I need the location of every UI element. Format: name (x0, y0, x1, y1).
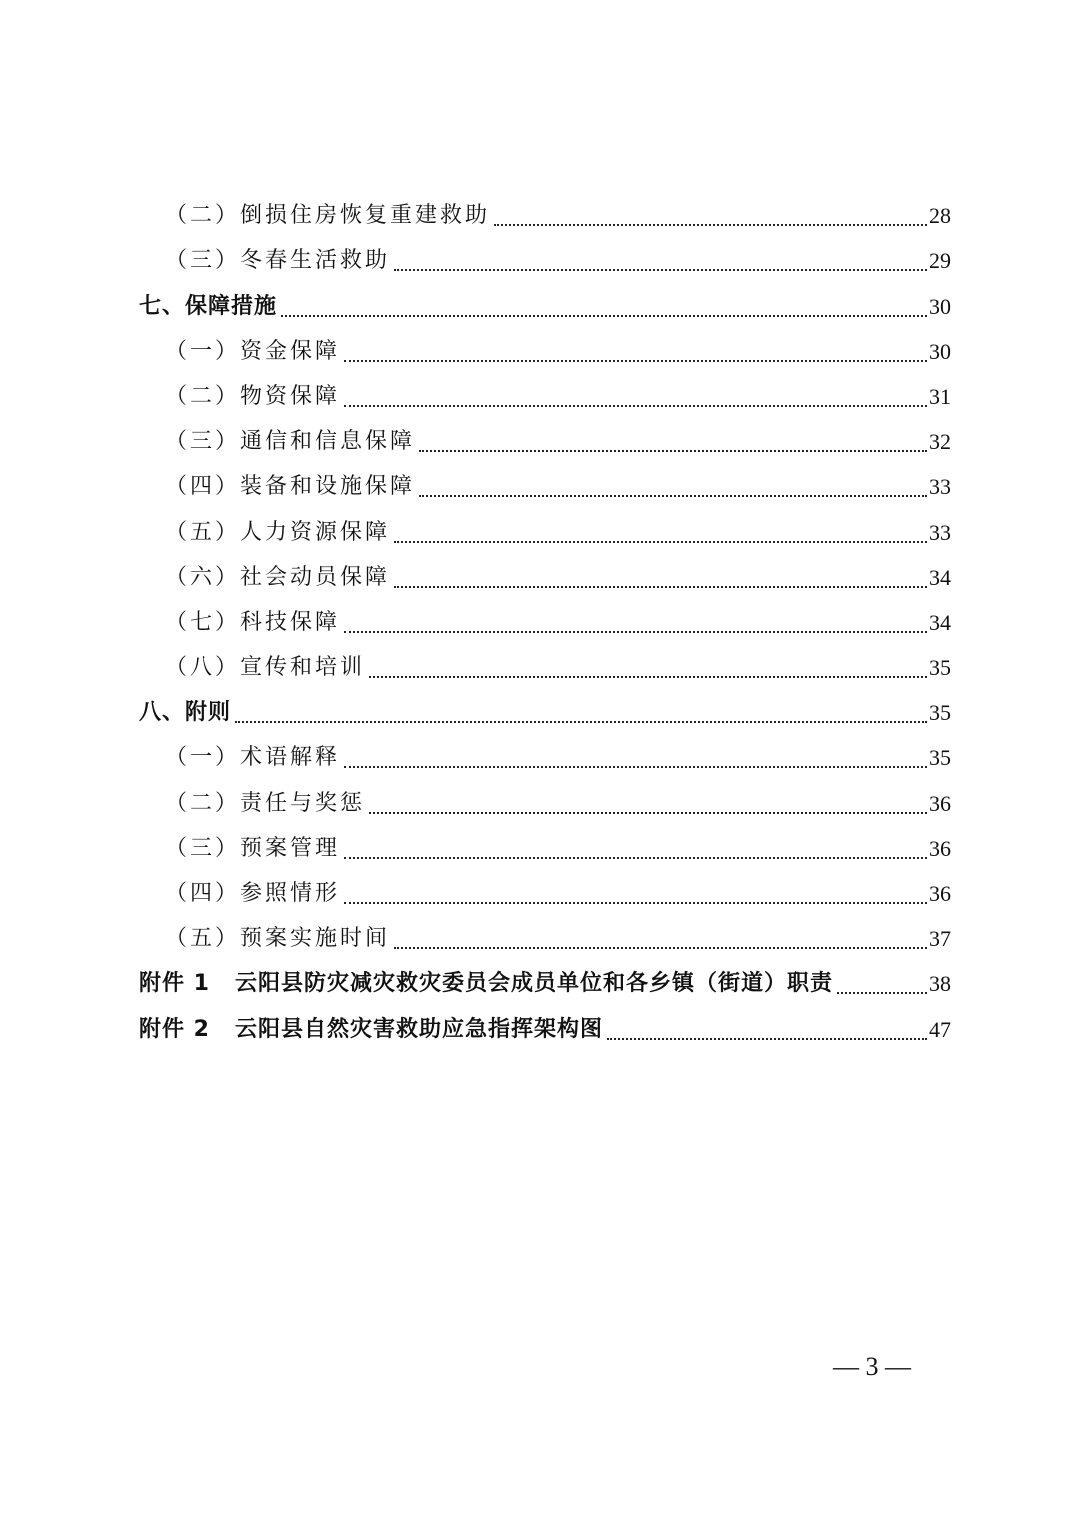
toc-section-safeguards[interactable] (139, 283, 951, 328)
dot-leader (607, 1038, 927, 1040)
dot-leader (344, 857, 927, 859)
dot-leader (394, 541, 927, 543)
table-of-contents (139, 193, 951, 1052)
toc-entry-technology[interactable] (139, 600, 951, 645)
toc-entry-publicity-training[interactable] (139, 645, 951, 690)
toc-entry-label: （一）术语解释 (165, 745, 341, 771)
toc-entry-materials[interactable] (139, 374, 951, 419)
toc-entry-label: （五）预案实施时间 (165, 926, 391, 952)
toc-entry-label: （三）预案管理 (165, 835, 341, 861)
page-number: — 3 — (833, 1352, 911, 1381)
toc-entry-page: 31 (929, 383, 951, 409)
toc-entry-social-mobilization[interactable] (139, 555, 951, 600)
toc-entry-page: 38 (929, 971, 951, 997)
dot-leader (369, 676, 927, 678)
toc-appendix-2[interactable] (139, 1006, 951, 1051)
toc-entry-communications[interactable] (139, 419, 951, 464)
toc-entry-reference-cases[interactable] (139, 871, 951, 916)
toc-entry-page: 47 (929, 1016, 951, 1042)
toc-entry-implementation-date[interactable] (139, 916, 951, 961)
toc-entry-label: 八、附则 (139, 700, 232, 726)
toc-entry-label: （四）装备和设施保障 (165, 474, 416, 500)
dot-leader (494, 224, 927, 226)
toc-entry-page: 34 (929, 564, 951, 590)
toc-entry-page: 35 (929, 700, 951, 726)
toc-entry-page: 30 (929, 293, 951, 319)
toc-entry-label: 云阳县防灾减灾救灾委员会成员单位和各乡镇（街道）职责 (235, 971, 834, 997)
dot-leader (394, 586, 927, 588)
dot-leader (419, 495, 927, 497)
toc-entry-page: 35 (929, 655, 951, 681)
toc-entry-label: （四）参照情形 (165, 881, 341, 906)
toc-entry-label: 七、保障措施 (139, 293, 278, 319)
toc-entry-page: 33 (929, 474, 951, 500)
toc-entry-page: 34 (929, 609, 951, 635)
toc-entry-equipment[interactable] (139, 464, 951, 509)
dot-leader (344, 902, 927, 904)
toc-section-supplementary[interactable] (139, 690, 951, 735)
dot-leader (419, 450, 927, 452)
dot-leader (837, 992, 927, 994)
toc-entry-label: 云阳县自然灾害救助应急指挥架构图 (235, 1016, 604, 1042)
dot-leader (344, 631, 927, 633)
toc-entry-page: 36 (929, 881, 951, 906)
toc-entry-page: 32 (929, 429, 951, 455)
dot-leader (344, 360, 927, 362)
toc-entry-label: （五）人力资源保障 (165, 519, 391, 545)
toc-entry-label: （八）宣传和培训 (165, 655, 366, 681)
toc-entry-terminology[interactable] (139, 735, 951, 780)
dot-leader (394, 269, 927, 271)
toc-entry-label: （一）资金保障 (165, 338, 341, 364)
toc-entry-plan-management[interactable] (139, 826, 951, 871)
toc-entry-winter-spring-relief[interactable] (139, 238, 951, 283)
toc-entry-page: 37 (929, 926, 951, 952)
toc-entry-page: 35 (929, 745, 951, 771)
dot-leader (344, 766, 927, 768)
dot-leader (235, 721, 927, 723)
toc-entry-label: （三）通信和信息保障 (165, 429, 416, 455)
toc-entry-page: 33 (929, 519, 951, 545)
dot-leader (344, 405, 927, 407)
toc-entry-page: 36 (929, 835, 951, 861)
toc-entry-label: （三）冬春生活救助 (165, 248, 391, 274)
dot-leader (394, 947, 927, 949)
toc-entry-page: 36 (929, 790, 951, 816)
toc-entry-label: （二）物资保障 (165, 383, 341, 409)
toc-entry-page: 29 (929, 248, 951, 274)
toc-entry-human-resources[interactable] (139, 509, 951, 554)
dot-leader (281, 315, 927, 317)
toc-entry-label: （六）社会动员保障 (165, 564, 391, 590)
toc-entry-page: 30 (929, 338, 951, 364)
appendix-prefix: 附件 2 (139, 1016, 210, 1042)
appendix-prefix: 附件 1 (139, 971, 210, 997)
toc-entry-funding[interactable] (139, 329, 951, 374)
toc-entry-housing-rebuild[interactable] (139, 193, 951, 238)
toc-entry-label: （七）科技保障 (165, 609, 341, 635)
toc-entry-label: （二）倒损住房恢复重建救助 (165, 203, 491, 229)
dot-leader (369, 812, 927, 814)
toc-entry-label: （二）责任与奖惩 (165, 790, 366, 816)
toc-entry-responsibility[interactable] (139, 780, 951, 825)
toc-appendix-1[interactable] (139, 961, 951, 1006)
toc-entry-page: 28 (929, 203, 951, 229)
